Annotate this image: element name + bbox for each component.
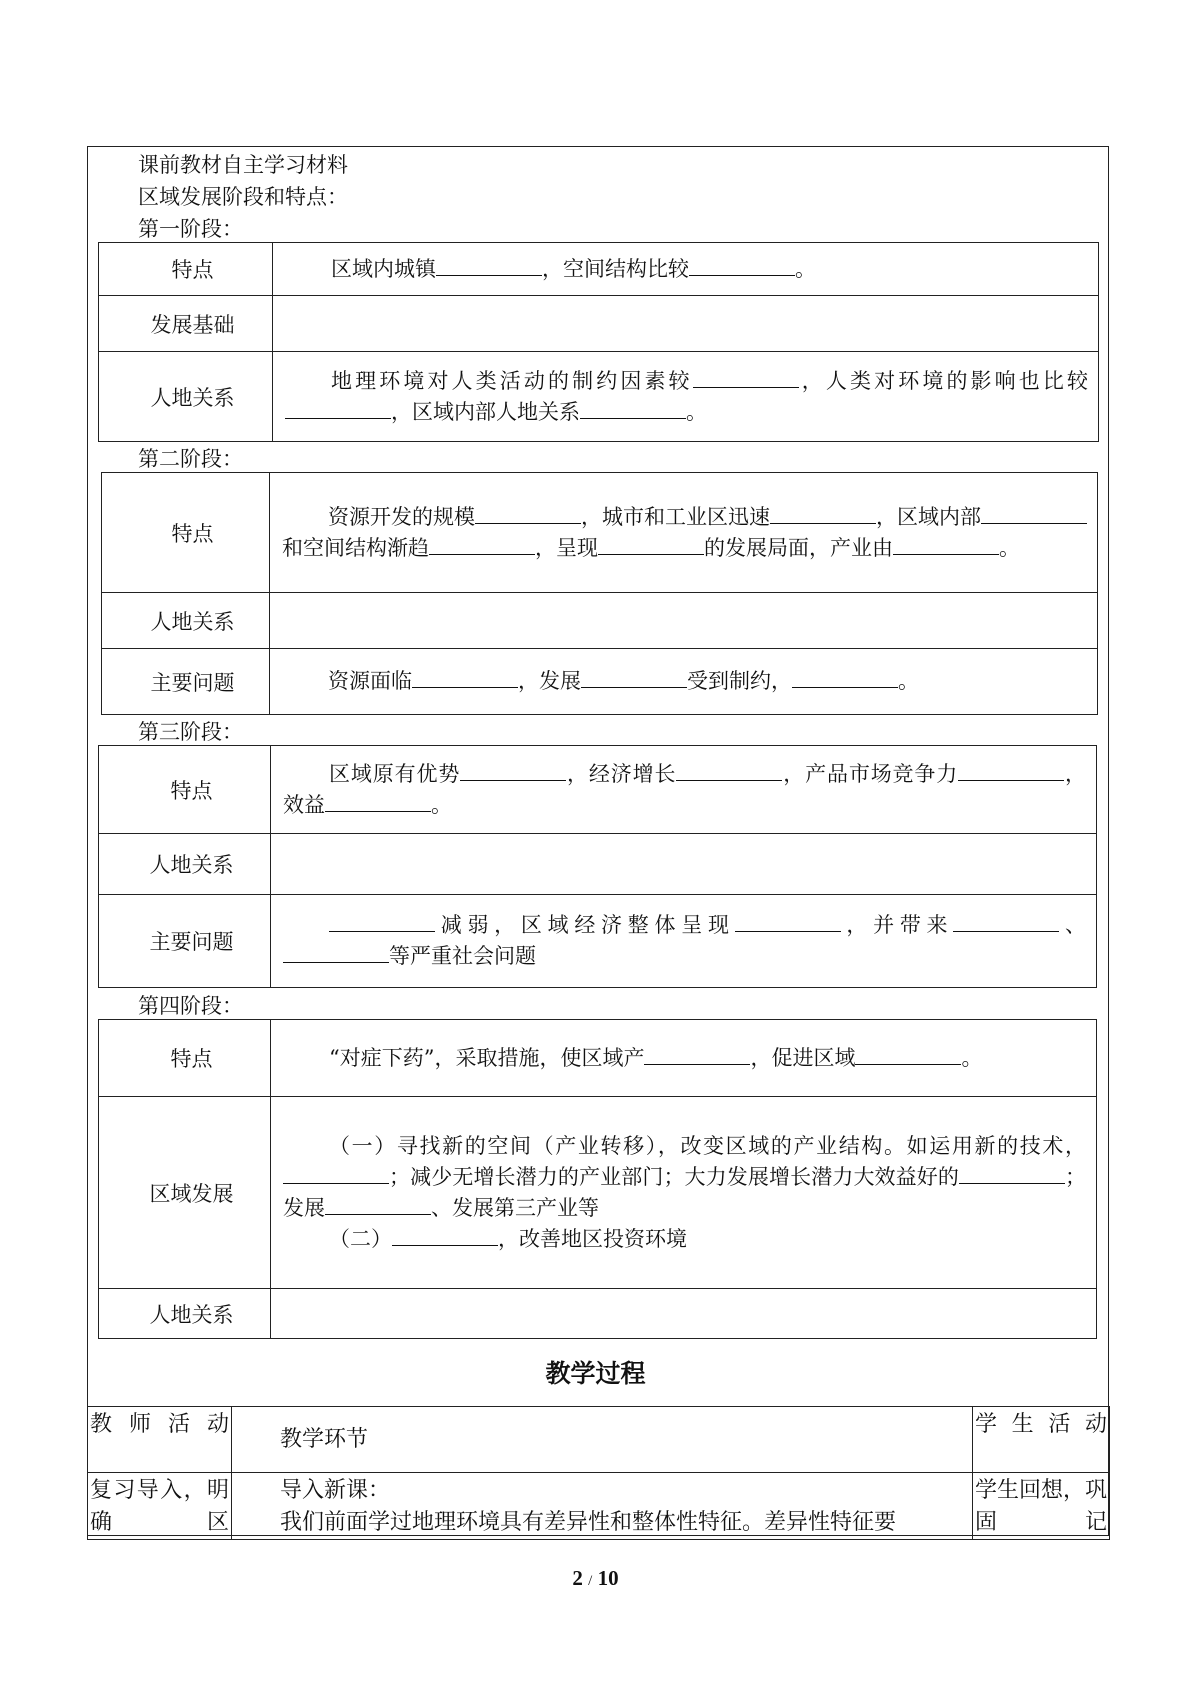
process-table	[87, 1406, 1110, 1540]
blank[interactable]	[792, 669, 898, 688]
intro-subtitle: 区域发展阶段和特点：	[138, 185, 348, 209]
stage1-relation-head: 人地关系	[99, 352, 273, 442]
stage2-features-cell: 资源开发的规模 ，城市和工业区迅速 ，区域内部和空间结构渐趋 ，呈现 的发展局面，产业由 。	[270, 473, 1098, 593]
stage1-label: 第一阶段：	[138, 217, 243, 241]
stage3-features-cell: 区域原有优势 ，经济增长 ，产品市场竞争力 ，效益 。	[271, 746, 1097, 834]
stage3-row-relation	[99, 834, 1097, 895]
blank[interactable]	[958, 762, 1064, 781]
stage1-basis-head: 发展基础	[99, 296, 273, 352]
process-head-teacher: 教师活动	[88, 1407, 232, 1473]
blank[interactable]	[735, 913, 841, 932]
blank[interactable]	[325, 1196, 431, 1215]
blank[interactable]	[959, 1165, 1065, 1184]
stage1-relation-cell: 地理环境对人类活动的制约因素较 ，人类对环境的影响也比较，区域内部人地关系 。	[273, 352, 1099, 442]
process-cell-teacher: 复习导入，明确区	[88, 1473, 232, 1540]
stage4-table	[98, 1019, 1097, 1339]
stage1-row-features	[99, 243, 1099, 296]
stage4-features-head: 特点	[99, 1020, 271, 1097]
blank[interactable]	[429, 536, 535, 555]
stage3-label: 第三阶段：	[138, 720, 243, 744]
blank[interactable]	[893, 536, 999, 555]
blank[interactable]	[598, 536, 704, 555]
stage3-problems-head: 主要问题	[99, 895, 271, 988]
stage1-features-cell: 区域内城镇 ，空间结构比较 。	[273, 243, 1099, 296]
blank[interactable]	[392, 1227, 498, 1246]
stage3-row-problems	[99, 895, 1097, 988]
stage4-row-development	[99, 1097, 1097, 1289]
stage2-row-relation	[102, 593, 1098, 649]
blank[interactable]	[644, 1046, 750, 1065]
stage3-features-head: 特点	[99, 746, 271, 834]
stage2-row-problems	[102, 649, 1098, 715]
stage2-table	[101, 472, 1098, 715]
blank[interactable]	[981, 505, 1087, 524]
process-heading: 教学过程	[545, 1359, 646, 1388]
stage2-problems-cell: 资源面临 ，发展 受到制约， 。	[270, 649, 1098, 715]
stage4-development-head: 区域发展	[99, 1097, 271, 1289]
stage2-features-head: 特点	[102, 473, 270, 593]
stage4-features-cell: “对症下药”，采取措施，使区域产 ，促进区域 。	[271, 1020, 1097, 1097]
blank[interactable]	[329, 913, 435, 932]
stage1-table	[98, 242, 1099, 442]
blank[interactable]	[953, 913, 1059, 932]
stage4-relation-cell	[271, 1289, 1097, 1339]
stage1-row-relation	[99, 352, 1099, 442]
process-head-stage: 教学环节	[232, 1407, 973, 1473]
process-row	[88, 1473, 1110, 1540]
stage3-row-features	[99, 746, 1097, 834]
stage2-problems-head: 主要问题	[102, 649, 270, 715]
process-head-student: 学生活动	[973, 1407, 1110, 1473]
blank[interactable]	[283, 944, 389, 963]
blank[interactable]	[676, 762, 782, 781]
blank[interactable]	[460, 762, 566, 781]
stage2-relation-cell	[270, 593, 1098, 649]
stage4-development-cell: （一）寻找新的空间（产业转移），改变区域的产业结构。如运用新的技术，；减少无增长潜力的产业部门；大力发展增长潜力大效益好的 ；发展 、发展第三产业等 （二） ，改善地区投资环境	[271, 1097, 1097, 1289]
stage4-relation-head: 人地关系	[99, 1289, 271, 1339]
stage1-row-basis	[99, 296, 1099, 352]
blank[interactable]	[581, 669, 687, 688]
intro-title: 课前教材自主学习材料	[138, 153, 348, 177]
blank[interactable]	[855, 1046, 961, 1065]
blank[interactable]	[285, 400, 391, 419]
stage2-row-features	[102, 473, 1098, 593]
page-number: 2 / 10	[572, 1566, 619, 1590]
stage3-relation-head: 人地关系	[99, 834, 271, 895]
stage4-row-relation	[99, 1289, 1097, 1339]
process-header-row	[88, 1407, 1110, 1473]
blank[interactable]	[283, 1165, 389, 1184]
blank[interactable]	[325, 793, 431, 812]
stage2-label: 第二阶段：	[138, 447, 243, 471]
stage3-problems-cell: 减弱，区域经济整体呈现 ，并带来 、等严重社会问题	[271, 895, 1097, 988]
blank[interactable]	[436, 257, 542, 276]
blank[interactable]	[412, 669, 518, 688]
stage3-table	[98, 745, 1097, 988]
process-cell-student: 学生回想，巩固记	[973, 1473, 1110, 1540]
stage4-label: 第四阶段：	[138, 994, 243, 1018]
stage4-row-features	[99, 1020, 1097, 1097]
blank[interactable]	[693, 369, 799, 388]
blank[interactable]	[580, 400, 686, 419]
stage2-relation-head: 人地关系	[102, 593, 270, 649]
blank[interactable]	[770, 505, 876, 524]
blank[interactable]	[689, 257, 795, 276]
stage3-relation-cell	[271, 834, 1097, 895]
process-cell-stage: 导入新课： 我们前面学过地理环境具有差异性和整体性特征。差异性特征要	[232, 1473, 973, 1540]
stage1-features-head: 特点	[99, 243, 273, 296]
blank[interactable]	[475, 505, 581, 524]
stage1-basis-cell	[273, 296, 1099, 352]
